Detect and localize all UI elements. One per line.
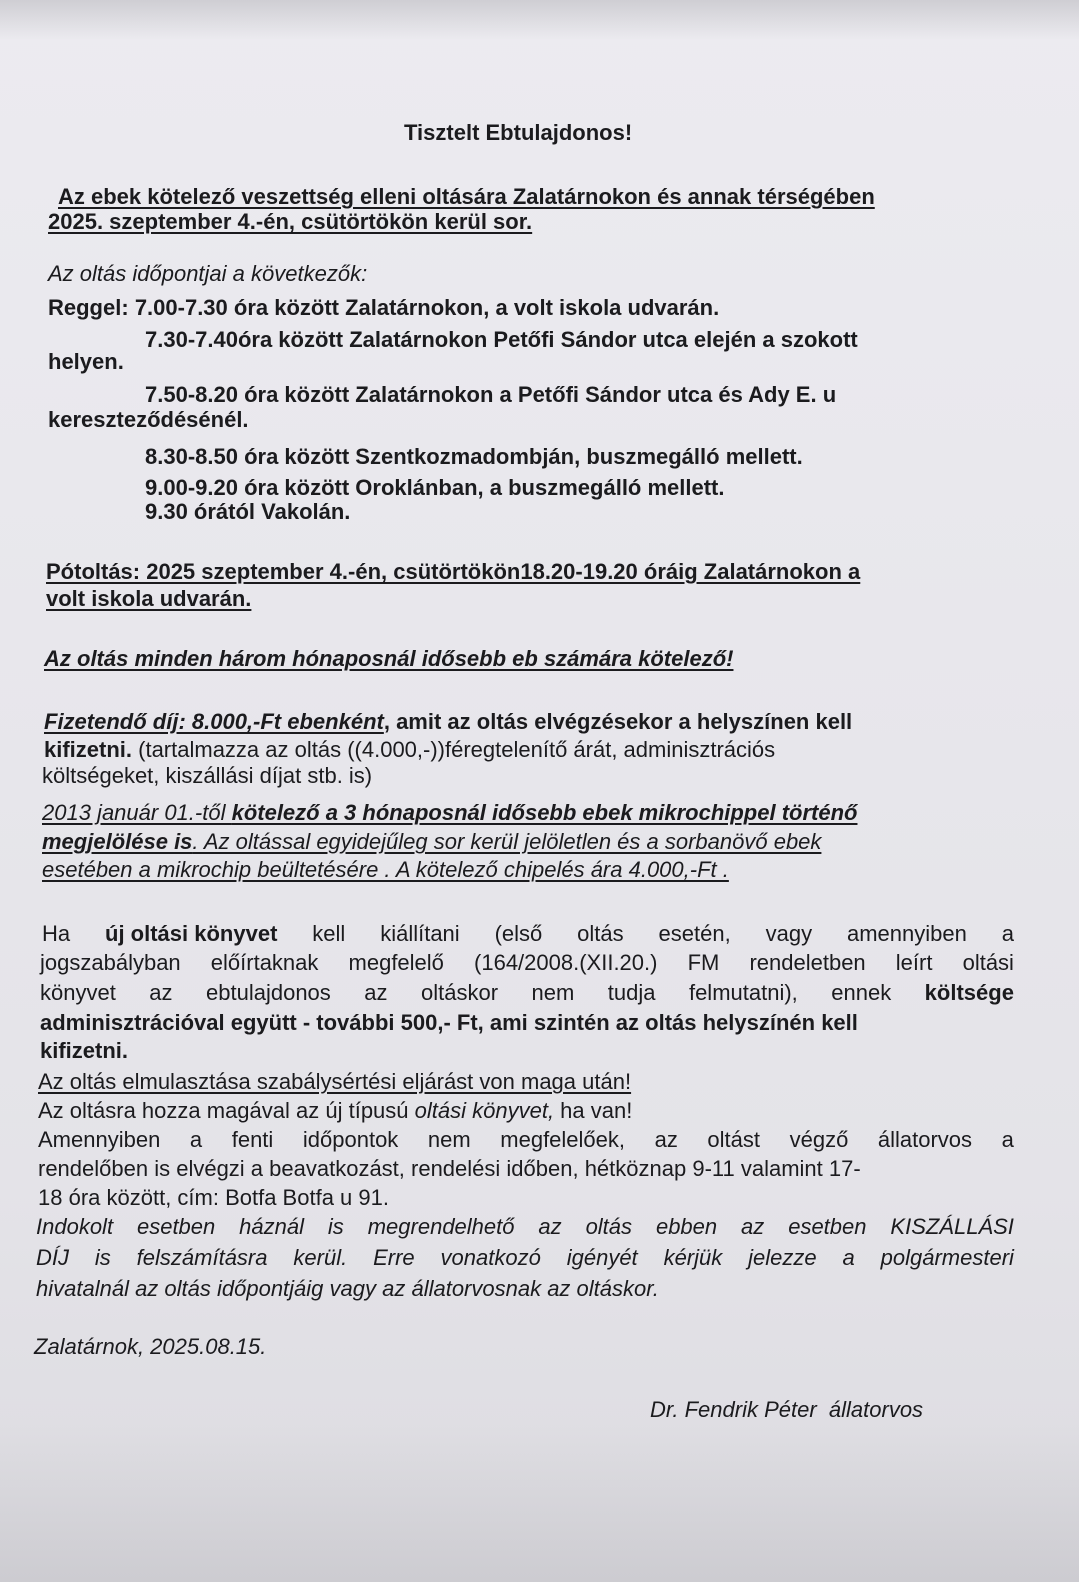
- intro-line-2: 2025. szeptember 4.-én, csütörtökön kerül sor.: [48, 209, 533, 234]
- makeup-line-2: volt iskola udvarán.: [46, 586, 252, 611]
- booklet-line-1: Ha új oltási könyvet kell kiállítani (első oltás esetén, vagy amennyiben a: [42, 921, 1014, 946]
- chip-line-1: 2013 január 01.-től kötelező a 3 hónaposnál idősebb ebek mikrochippel történő: [42, 800, 858, 825]
- booklet-line-3: könyvet az ebtulajdonos az oltáskor nem tudja felmutatni), ennek költsége: [40, 980, 1014, 1005]
- alternative-line-1: Amennyiben a fenti időpontok nem megfelelőek, az oltást végző állatorvos a: [38, 1127, 1014, 1152]
- schedule-item-3-cont: kereszteződésénél.: [48, 407, 249, 432]
- schedule-item-6: 9.30 órától Vakolán.: [145, 499, 351, 524]
- fee-line-3: költségeket, kiszállási díjat stb. is): [42, 763, 373, 788]
- schedule-item-3: 7.50-8.20 óra között Zalatárnokon a Petőfi Sándor utca és Ady E. u: [145, 382, 837, 407]
- bring-booklet-notice: Az oltásra hozza magával az új típusú oltási könyvet, ha van!: [38, 1098, 633, 1123]
- chip-line-2: megjelölése is. Az oltással egyidejűleg sor kerül jelöletlen és a sorbanövő ebek: [42, 829, 822, 854]
- makeup-line-1: Pótoltás: 2025 szeptember 4.-én, csütörtökön18.20-19.20 óráig Zalatárnokon a: [46, 559, 861, 584]
- schedule-item-2: 7.30-7.40óra között Zalatárnokon Petőfi Sándor utca elején a szokott: [145, 327, 858, 352]
- intro-line-1: Az ebek kötelező veszettség elleni oltására Zalatárnokon és annak térségében: [58, 184, 875, 209]
- schedule-item-4: 8.30-8.50 óra között Szentkozmadombján, buszmegálló mellett.: [145, 444, 803, 469]
- home-visit-line-2: DÍJ is felszámításra kerül. Erre vonatkozó igényét kérjük jelezze a polgármesteri: [36, 1245, 1014, 1270]
- mandatory-notice: Az oltás minden három hónaposnál idősebb eb számára kötelező!: [44, 646, 734, 671]
- booklet-line-4: adminisztrációval együtt - további 500,- Ft, ami szintén az oltás helyszínén kell: [40, 1010, 858, 1035]
- home-visit-line-3: hivatalnál az oltás időpontjáig vagy az állatorvosnak az oltáskor.: [36, 1276, 659, 1301]
- schedule-item-2-cont: helyen.: [48, 349, 124, 374]
- booklet-line-2: jogszabályban előírtaknak megfelelő (164/2008.(XII.20.) FM rendeletben leírt oltási: [40, 950, 1014, 975]
- penalty-notice: Az oltás elmulasztása szabálysértési eljárást von maga után!: [38, 1069, 632, 1094]
- alternative-line-2: rendelőben is elvégzi a beavatkozást, rendelési időben, hétköznap 9-11 valamint 17-: [38, 1156, 861, 1181]
- place-date: Zalatárnok, 2025.08.15.: [34, 1334, 267, 1359]
- home-visit-line-1: Indokolt esetben háznál is megrendelhető az oltás ebben az esetben KISZÁLLÁSI: [36, 1214, 1014, 1239]
- fee-line-2: kifizetni. (tartalmazza az oltás ((4.000,-))féregtelenítő árát, adminisztrációs: [44, 737, 776, 762]
- schedule-item-5: 9.00-9.20 óra között Oroklánban, a buszmegálló mellett.: [145, 475, 725, 500]
- alternative-line-3: 18 óra között, cím: Botfa Botfa u 91.: [38, 1185, 389, 1210]
- schedule-heading: Az oltás időpontjai a következők:: [48, 261, 368, 286]
- fee-line-1: Fizetendő díj: 8.000,-Ft ebenként, amit az oltás elvégzésekor a helyszínen kell: [44, 709, 853, 734]
- chip-line-3: esetében a mikrochip beültetésére . A kötelező chipelés ára 4.000,-Ft .: [42, 857, 729, 882]
- schedule-item-1: Reggel: 7.00-7.30 óra között Zalatárnokon, a volt iskola udvarán.: [48, 295, 720, 320]
- booklet-line-5: kifizetni.: [40, 1038, 129, 1063]
- document-title: Tisztelt Ebtulajdonos!: [404, 120, 633, 145]
- signature: Dr. Fendrik Péter állatorvos: [650, 1397, 924, 1422]
